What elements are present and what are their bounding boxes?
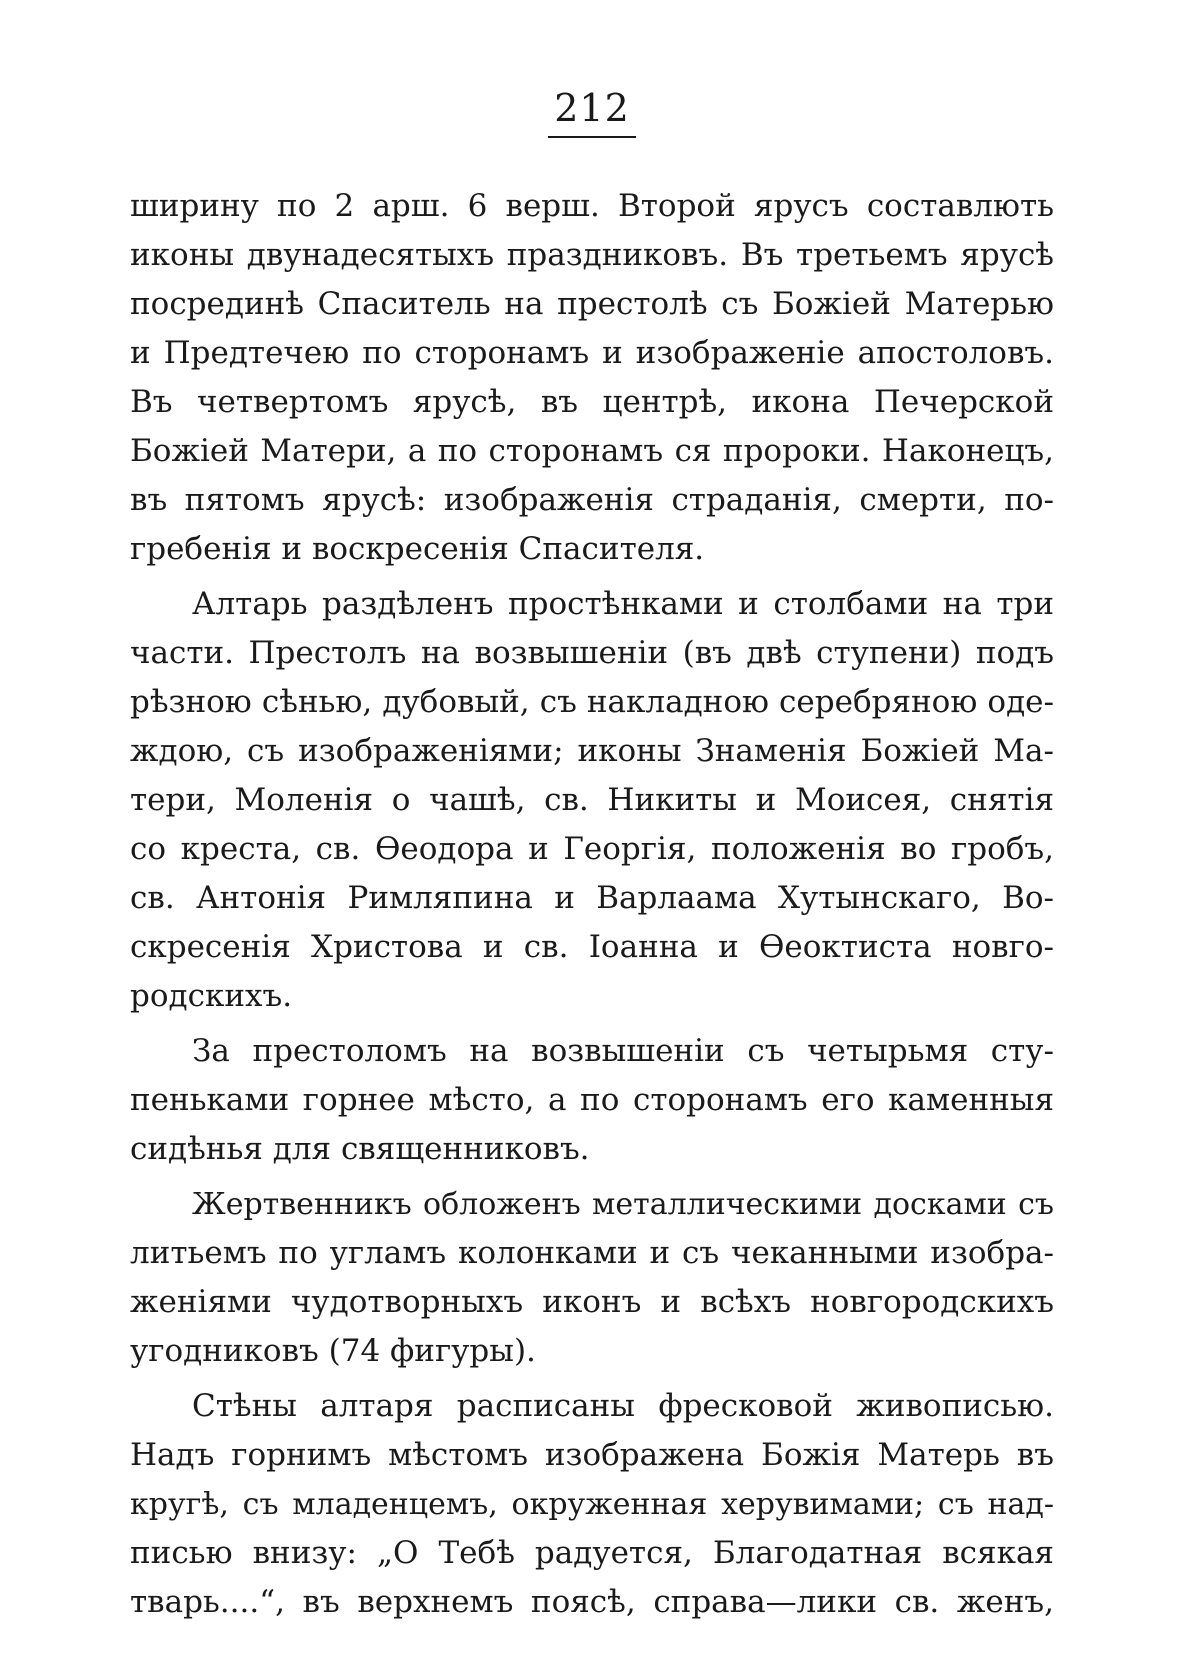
text-line: литьемъ по угламъ колонками и съ чеканными изобра- — [130, 1235, 1054, 1271]
text-line: Божіей Матери, а по сторонамъ ся пророки. Наконецъ, — [130, 433, 1054, 469]
text-line: кругѣ, съ младенцемъ, окруженная херувимами; съ над- — [130, 1487, 1054, 1522]
text-line: въ пятомъ ярусѣ: изображенія страданія, смерти, по- — [130, 482, 1054, 518]
page-number — [0, 84, 1184, 138]
text-line: Надъ горнимъ мѣстомъ изображена Божія Матерь въ — [130, 1437, 1054, 1473]
text-line: со креста, св. Өеодора и Георгія, положенія во гробъ, — [130, 831, 1054, 867]
text-line: иконы двунадесятыхъ праздниковъ. Въ третьемъ ярусѣ — [130, 237, 1054, 273]
text-line: ширину по 2 арш. 6 верш. Второй ярусъ составлють — [130, 188, 1054, 224]
paragraph-first-line: Жертвенникъ обложенъ металлическими досками съ — [192, 1187, 1054, 1222]
text-line: сидѣнья для священниковъ. — [130, 1131, 590, 1167]
text-line: пеньками горнее мѣсто, а по сторонамъ его каменныя — [130, 1082, 1054, 1118]
paragraph-first-line: Алтарь раздѣленъ простѣнками и столбами на три — [192, 586, 1054, 622]
text-line: ждою, съ изображеніями; иконы Знаменія Божіей Ма- — [130, 733, 1054, 769]
text-line: угодниковъ (74 фигуры). — [130, 1333, 536, 1369]
body-text — [130, 182, 1054, 1627]
text-line: Въ четвертомъ ярусѣ, въ центрѣ, икона Печерской — [130, 384, 1054, 420]
text-line: и Предтечею по сторонамъ и изображеніе апостоловъ. — [130, 335, 1054, 371]
text-line: скресенія Христова и св. Іоанна и Өеоктиста новго- — [130, 929, 1054, 965]
text-line: части. Престолъ на возвышеніи (въ двѣ ступени) подъ — [130, 635, 1054, 671]
page-number-text: 212 — [548, 84, 636, 138]
text-line: св. Антонія Римляпина и Варлаама Хутынскаго, Во- — [130, 880, 1054, 916]
text-line: женіями чудотворныхъ иконъ и всѣхъ новгородскихъ — [130, 1284, 1054, 1320]
text-line: тери, Моленія о чашѣ, св. Никиты и Моисея, снятія — [130, 782, 1054, 818]
text-line: тварь....“, въ верхнемъ поясѣ, справа—лики св. женъ, — [130, 1584, 1054, 1620]
paragraph-first-line: Стѣны алтаря расписаны фресковой живописью. — [192, 1388, 1054, 1424]
paragraph-first-line: За престоломъ на возвышеніи съ четырьмя сту- — [192, 1033, 1054, 1069]
text-line: гребенія и воскресенія Спасителя. — [130, 531, 705, 567]
text-line: родскихъ. — [130, 978, 293, 1014]
text-line: писью внизу: „О Тебѣ радуется, Благодатная всякая — [130, 1535, 1054, 1571]
text-line: рѣзною сѣнью, дубовый, съ накладною серебряною оде- — [130, 684, 1054, 720]
text-line: посрединѣ Спаситель на престолѣ съ Божіей Матерью — [130, 286, 1054, 322]
